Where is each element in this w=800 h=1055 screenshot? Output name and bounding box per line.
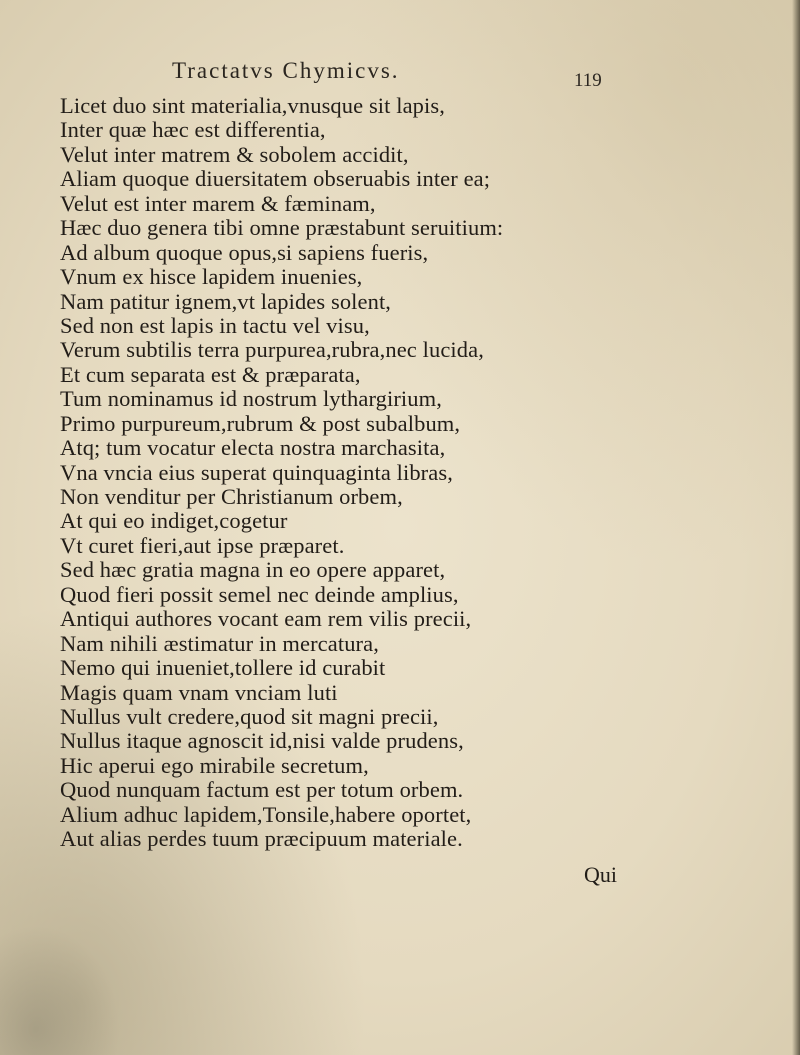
verse-line: Magis quam vnam vnciam luti — [60, 679, 338, 705]
verse-line: Tum nominamus id nostrum lythargirium, — [60, 386, 442, 412]
verse-line: Velut est inter marem & fæminam, — [60, 190, 376, 216]
verse-line: Vnum ex hisce lapidem inuenies, — [60, 264, 363, 290]
verse-line: Alium adhuc lapidem,Tonsile,habere oportet, — [60, 801, 472, 827]
verse-line: Antiqui authores vocant eam rem vilis precii, — [60, 606, 472, 632]
verse-line: Quod nunquam factum est per totum orbem. — [60, 777, 464, 803]
verse-line: Nam nihili æstimatur in mercatura, — [60, 630, 379, 656]
catchword: Qui — [584, 862, 617, 887]
verse-line: Vna vncia eius superat quinquaginta libras, — [60, 459, 453, 485]
verse-line: Vt curet fieri,aut ipse præparet. — [60, 532, 345, 558]
verse-line: Nullus itaque agnoscit id,nisi valde prudens, — [60, 728, 464, 754]
verse-line: Velut inter matrem & sobolem accidit, — [60, 141, 409, 167]
verse-line: Ad album quoque opus,si sapiens fueris, — [60, 239, 429, 265]
verse-text — [60, 94, 700, 852]
running-title: Tractatvs Chymicvs. — [172, 58, 400, 83]
verse-line: Hic aperui ego mirabile secretum, — [60, 752, 369, 778]
verse-line: Sed non est lapis in tactu vel visu, — [60, 312, 370, 338]
verse-line: Sed hæc gratia magna in eo opere apparet, — [60, 557, 446, 583]
page-number: 119 — [574, 70, 602, 91]
verse-line: Aut alias perdes tuum præcipuum materiale. — [60, 826, 463, 852]
verse-line: Verum subtilis terra purpurea,rubra,nec lucida, — [60, 337, 484, 363]
page-edge-shadow — [792, 0, 800, 1055]
verse-line: Primo purpureum,rubrum & post subalbum, — [60, 410, 461, 436]
verse-line: Hæc duo genera tibi omne præstabunt seruitium: — [60, 215, 504, 241]
verse-line: Atq; tum vocatur electa nostra marchasita, — [60, 435, 446, 461]
verse-line: Non venditur per Christianum orbem, — [60, 484, 403, 509]
paper-stain — [0, 925, 120, 1055]
verse-line: Aliam quoque diuersitatem obseruabis inter ea; — [60, 166, 491, 192]
verse-line: Nullus vult credere,quod sit magni precii, — [60, 703, 439, 729]
verse-line: Nam patitur ignem,vt lapides solent, — [60, 288, 392, 314]
verse-line: Et cum separata est & præparata, — [60, 361, 361, 387]
verse-line: Quod fieri possit semel nec deinde amplius, — [60, 581, 459, 607]
verse-line: Inter quæ hæc est differentia, — [60, 117, 326, 143]
verse-line: At qui eo indiget,cogetur — [60, 508, 288, 534]
verse-line: Licet duo sint materialia,vnusque sit lapis, — [60, 93, 445, 118]
verse-line: Nemo qui inueniet,tollere id curabit — [60, 655, 386, 681]
